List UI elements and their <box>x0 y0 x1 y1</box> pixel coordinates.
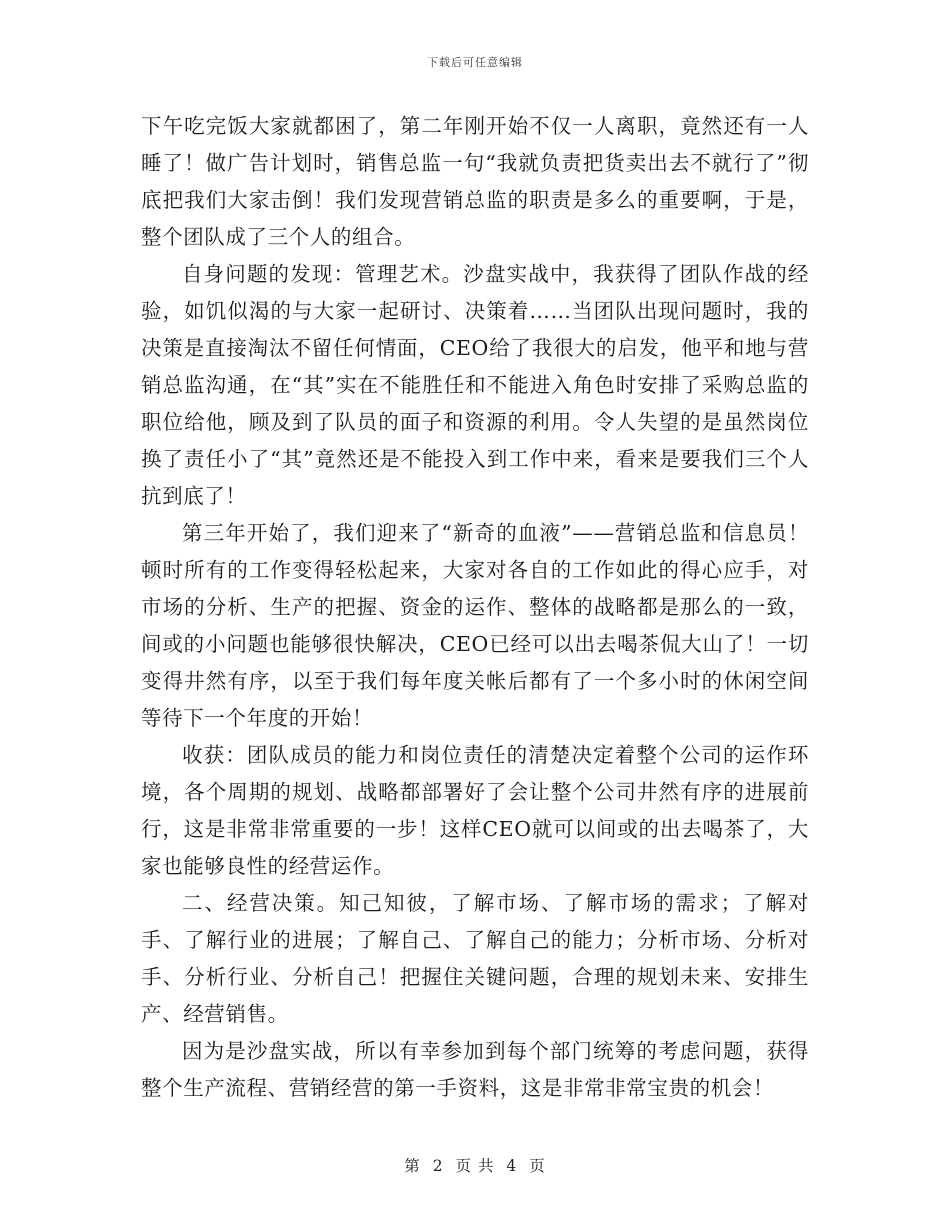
paragraph-6: 因为是沙盘实战，所以有幸参加到每个部门统筹的考虑问题，获得整个生产流程、营销经营的第一手资料，这是非常非常宝贵的机会！ <box>141 1039 809 1100</box>
paragraph-2: 自身问题的发现：管理艺术。沙盘实战中，我获得了团队作战的经验，如饥似渴的与大家一起研讨、决策着……当团队出现问题时，我的决策是直接淘汰不留任何情面，CEO给了我很大的启发，他平和地与营销总监沟通，在“其”实在不能胜任和不能进入角色时安排了采购总监的职位给他，顾及到了队员的面子和资源的利用。令人失望的是虽然岗位换了责任小了“其”竟然还是不能投入到工作中来，看来是要我们三个人抗到底了！ <box>141 262 809 508</box>
paragraph-5: 二、经营决策。知己知彼，了解市场、了解市场的需求；了解对手、了解行业的进展；了解自己、了解自己的能力；分析市场、分析对手、分析行业、分析自己！把握住关键问题，合理的规划未来、安排生产、经营销售。 <box>141 891 809 1026</box>
page-header <box>0 54 950 70</box>
document-body <box>141 108 809 1107</box>
paragraph-4: 收获：团队成员的能力和岗位责任的清楚决定着整个公司的运作环境，各个周期的规划、战略都部署好了会让整个公司井然有序的进展前行，这是非常非常重要的一步！这样CEO就可以间或的出去喝茶了，大家也能够良性的经营运作。 <box>141 743 809 878</box>
footer-total-pages: 4 <box>506 1157 518 1175</box>
page-footer <box>0 1154 950 1176</box>
footer-prefix: 第 <box>404 1157 421 1175</box>
paragraph-3: 第三年开始了，我们迎来了“新奇的血液”——营销总监和信息员！顿时所有的工作变得轻松起来，大家对各自的工作如此的得心应手，对市场的分析、生产的把握、资金的运作、整体的战略都是那么的一致，间或的小问题也能够很快解决，CEO已经可以出去喝茶侃大山了！一切变得井然有序，以至于我们每年度关帐后都有了一个多小时的休闲空间等待下一个年度的开始！ <box>141 521 809 730</box>
footer-suffix: 页 <box>529 1157 546 1175</box>
header-text: 下载后可任意编辑 <box>427 56 523 69</box>
footer-middle: 页 共 <box>455 1157 495 1175</box>
paragraph-1: 下午吃完饭大家就都困了，第二年刚开始不仅一人离职，竟然还有一人睡了！做广告计划时，销售总监一句“我就负责把货卖出去不就行了”彻底把我们大家击倒！我们发现营销总监的职责是多么的重要啊，于是，整个团队成了三个人的组合。 <box>141 114 809 249</box>
footer-current-page: 2 <box>432 1157 444 1175</box>
